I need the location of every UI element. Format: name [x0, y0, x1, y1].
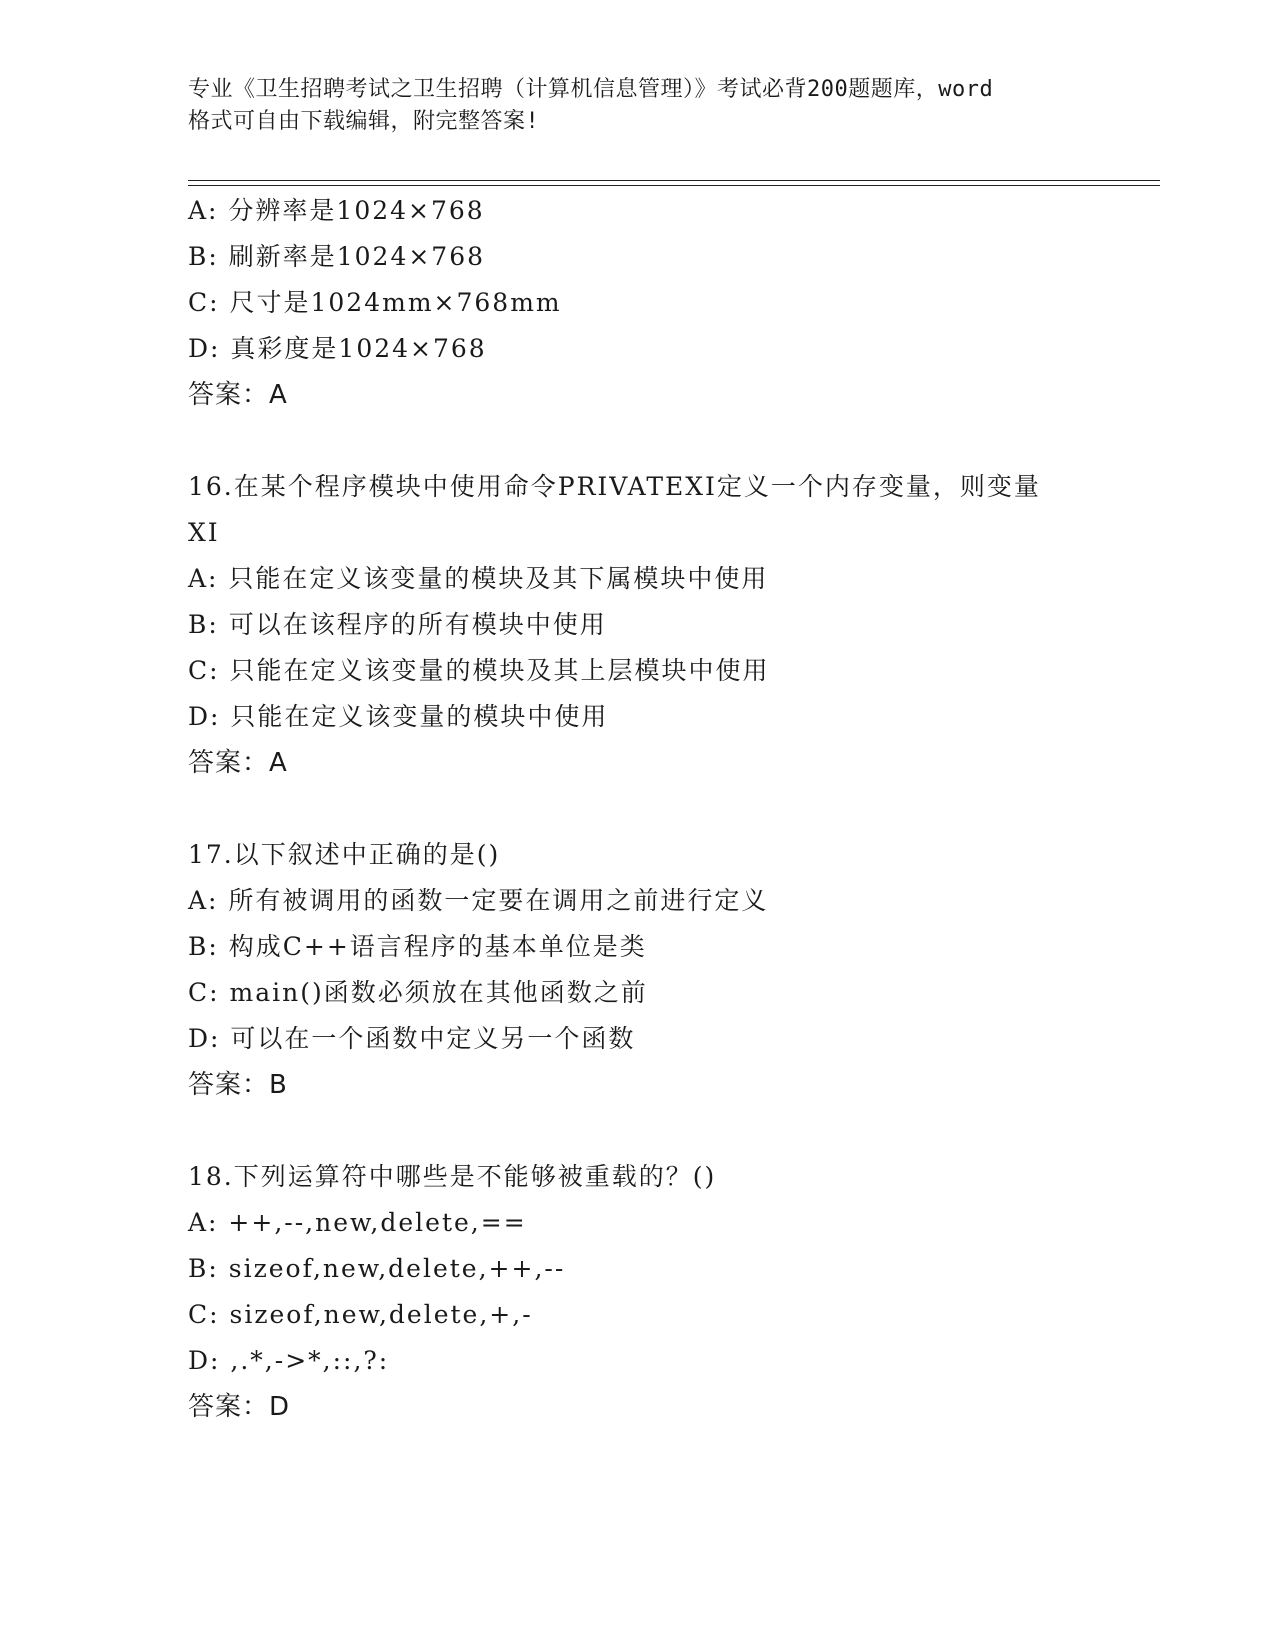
- question-list: [188, 188, 1148, 1430]
- question-stem: 16.在某个程序模块中使用命令PRIVATEXI定义一个内存变量，则变量: [188, 472, 1041, 501]
- option-b: B: 可以在该程序的所有模块中使用: [188, 610, 607, 639]
- option-a: A: 分辨率是1024×768: [188, 196, 485, 225]
- question-15-options: [188, 188, 1148, 418]
- option-b: B: sizeof,new,delete,++,--: [188, 1254, 566, 1283]
- document-header: [188, 74, 1088, 138]
- header-divider-top: [188, 180, 1160, 181]
- option-c: C: main()函数必须放在其他函数之前: [188, 978, 648, 1007]
- option-d: D: ,.*,->*,::,?:: [188, 1346, 390, 1375]
- option-d: D: 真彩度是1024×768: [188, 334, 487, 363]
- header-line-1: 专业《卫生招聘考试之卫生招聘（计算机信息管理）》考试必背200题题库，word: [188, 77, 994, 102]
- spacer: [188, 1108, 1148, 1154]
- spacer: [188, 786, 1148, 832]
- answer-line: 答案：A: [188, 748, 288, 778]
- option-a: A: 只能在定义该变量的模块及其下属模块中使用: [188, 564, 769, 593]
- option-d: D: 可以在一个函数中定义另一个函数: [188, 1024, 636, 1053]
- option-b: B: 刷新率是1024×768: [188, 242, 486, 271]
- header-divider-bottom: [188, 185, 1160, 186]
- answer-line: 答案：B: [188, 1070, 288, 1100]
- question-18: [188, 1154, 1148, 1430]
- option-c: C: 尺寸是1024mm×768mm: [188, 288, 562, 317]
- answer-line: 答案：D: [188, 1392, 291, 1422]
- option-c: C: sizeof,new,delete,+,-: [188, 1300, 533, 1329]
- question-stem-continued: XI: [188, 518, 220, 547]
- spacer: [188, 418, 1148, 464]
- answer-line: 答案：A: [188, 380, 288, 410]
- question-16: [188, 464, 1148, 786]
- option-d: D: 只能在定义该变量的模块中使用: [188, 702, 609, 731]
- option-a: A: ++,--,new,delete,==: [188, 1208, 527, 1237]
- question-stem: 17.以下叙述中正确的是(): [188, 840, 501, 869]
- option-b: B: 构成C++语言程序的基本单位是类: [188, 932, 647, 961]
- option-c: C: 只能在定义该变量的模块及其上层模块中使用: [188, 656, 770, 685]
- question-17: [188, 832, 1148, 1108]
- question-stem: 18.下列运算符中哪些是不能够被重载的？(): [188, 1162, 717, 1191]
- option-a: A: 所有被调用的函数一定要在调用之前进行定义: [188, 886, 769, 915]
- header-line-2: 格式可自由下载编辑，附完整答案!: [188, 109, 540, 134]
